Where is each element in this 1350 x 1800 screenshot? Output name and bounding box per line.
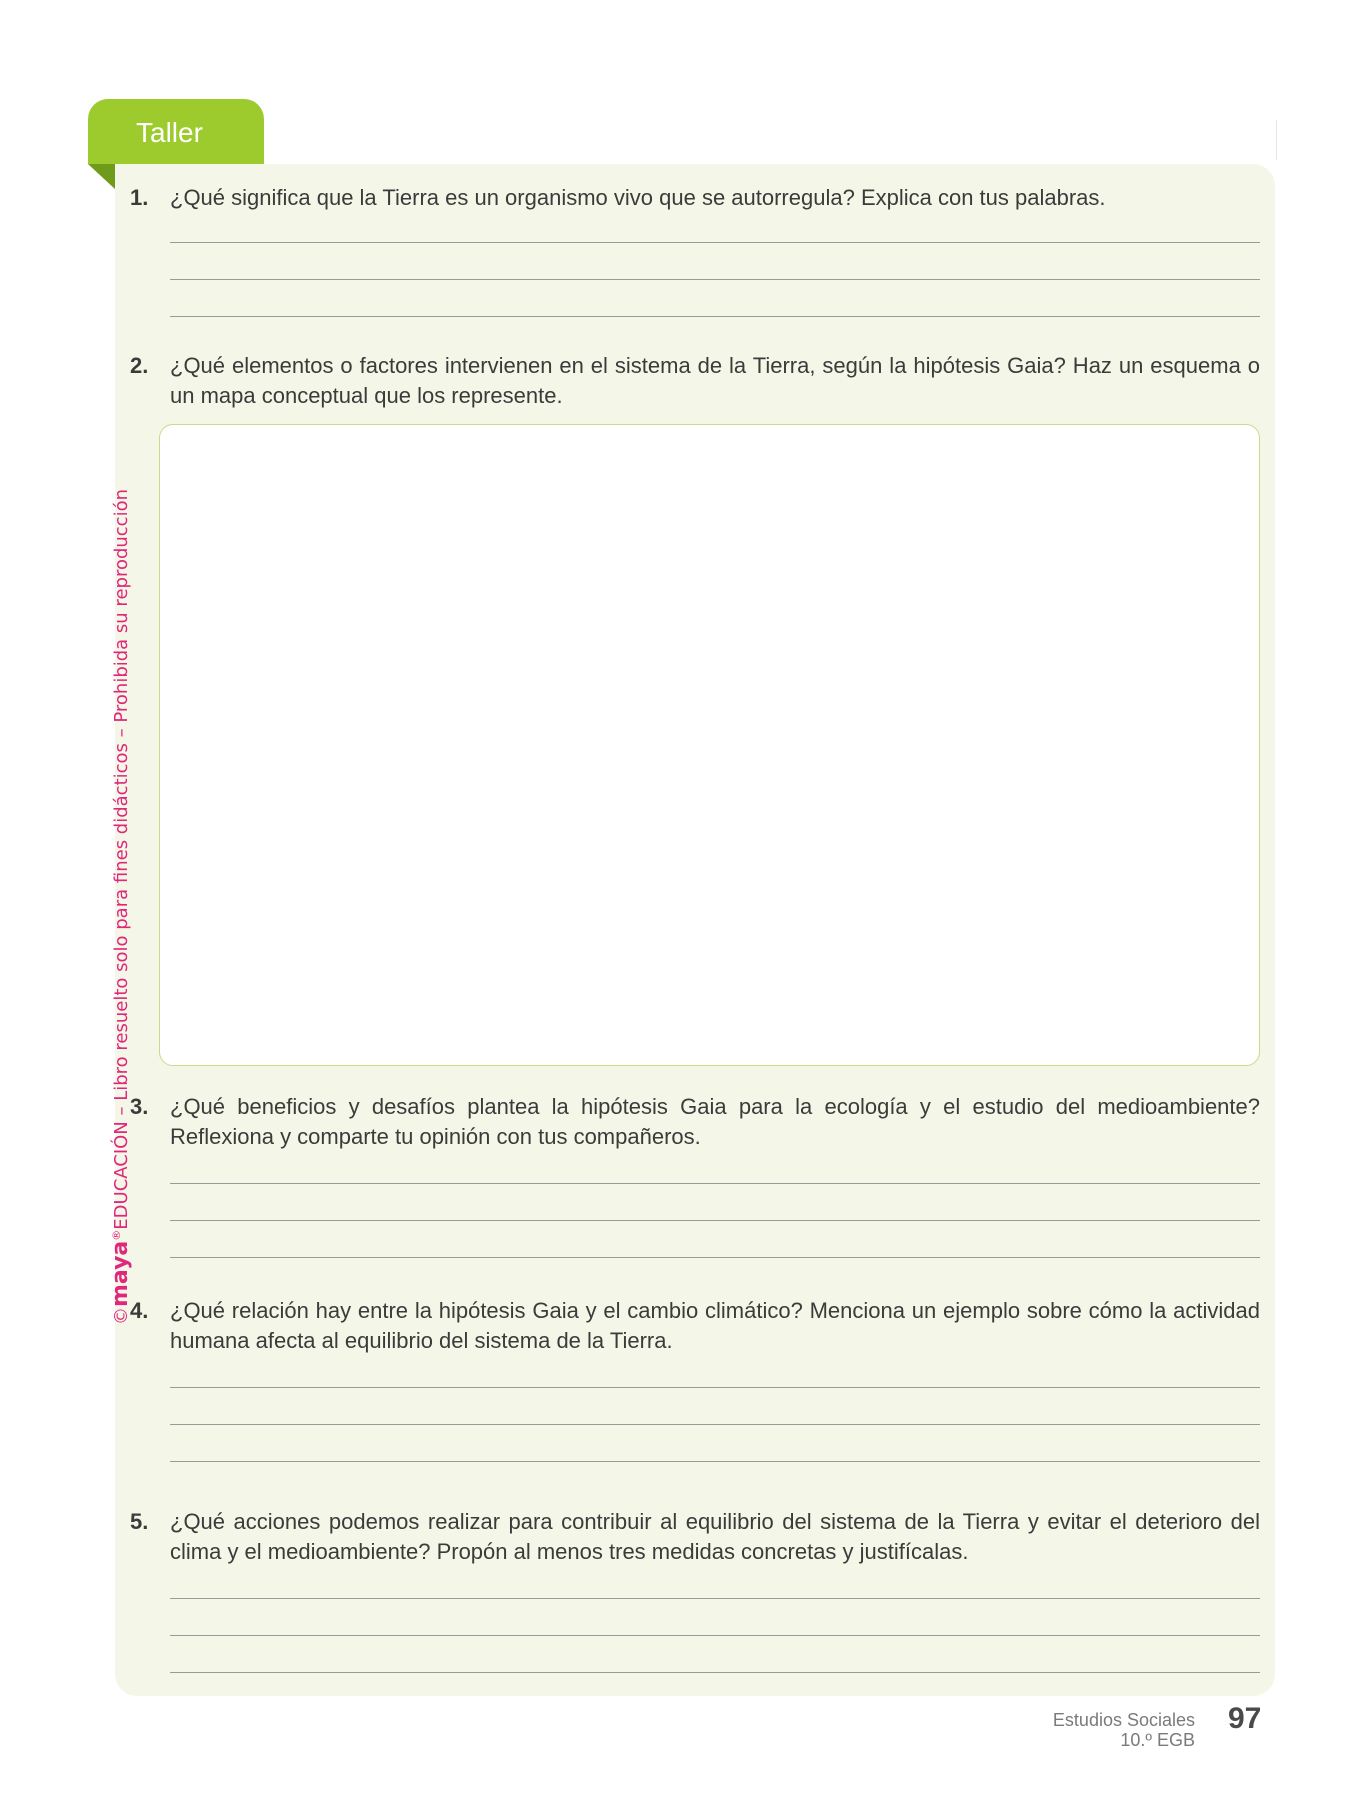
- concept-map-drawing-area[interactable]: [159, 424, 1260, 1066]
- question-text: ¿Qué elementos o factores intervienen en el sistema de la Tierra, según la hipótesis Gaia? Haz un esquema o un mapa conceptual que los represente.: [170, 353, 1260, 408]
- registered-symbol: ®: [110, 1229, 123, 1241]
- footer-subject: [1053, 1710, 1195, 1750]
- copyright-credit: [108, 489, 133, 1325]
- question-4: [130, 1296, 1260, 1356]
- question-number: 2.: [130, 353, 149, 378]
- grade-label: 10.º EGB: [1120, 1730, 1195, 1750]
- answer-line[interactable]: [170, 1183, 1260, 1184]
- answer-line[interactable]: [170, 316, 1260, 317]
- question-number: 3.: [130, 1094, 149, 1119]
- answer-line[interactable]: [170, 279, 1260, 280]
- question-text: ¿Qué acciones podemos realizar para contribuir al equilibrio del sistema de la Tierra y evitar el deterioro del clima y el medioambiente? Propón al menos tres medidas concretas y justifícalas.: [170, 1509, 1260, 1564]
- question-text: ¿Qué significa que la Tierra es un organismo vivo que se autorregula? Explica con tus palabras.: [170, 185, 1106, 210]
- page-number: 97: [1228, 1702, 1262, 1735]
- answer-line[interactable]: [170, 1220, 1260, 1221]
- question-3: [130, 1092, 1260, 1152]
- answer-line[interactable]: [170, 1635, 1260, 1636]
- brand-logo: maya: [108, 1240, 133, 1307]
- answer-line[interactable]: [170, 1672, 1260, 1673]
- question-text: ¿Qué beneficios y desafíos plantea la hipótesis Gaia para la ecología y el estudio del medioambiente? Reflexiona y comparte tu opinión con tus compañeros.: [170, 1094, 1260, 1149]
- subject-name: Estudios Sociales: [1052, 1710, 1195, 1730]
- question-number: 1.: [130, 185, 149, 210]
- answer-line[interactable]: [170, 1424, 1260, 1425]
- question-number: 5.: [130, 1509, 149, 1534]
- question-1: [130, 183, 1260, 213]
- section-tab-taller: Taller: [88, 99, 264, 164]
- edge-divider: [1276, 120, 1277, 160]
- answer-line[interactable]: [170, 1461, 1260, 1462]
- answer-line[interactable]: [170, 242, 1260, 243]
- question-2: [130, 351, 1260, 411]
- tab-fold-decoration: [88, 164, 116, 190]
- answer-line[interactable]: [170, 1387, 1260, 1388]
- answer-line[interactable]: [170, 1598, 1260, 1599]
- credit-text: EDUCACIÓN – Libro resuelto solo para fines didácticos – Prohibida su reproducción: [111, 488, 132, 1230]
- question-5: [130, 1507, 1260, 1567]
- question-text: ¿Qué relación hay entre la hipótesis Gaia y el cambio climático? Menciona un ejemplo sobre cómo la actividad humana afecta al equilibrio del sistema de la Tierra.: [170, 1298, 1260, 1353]
- copyright-symbol: ©: [111, 1307, 132, 1325]
- answer-line[interactable]: [170, 1257, 1260, 1258]
- question-number: 4.: [130, 1298, 149, 1323]
